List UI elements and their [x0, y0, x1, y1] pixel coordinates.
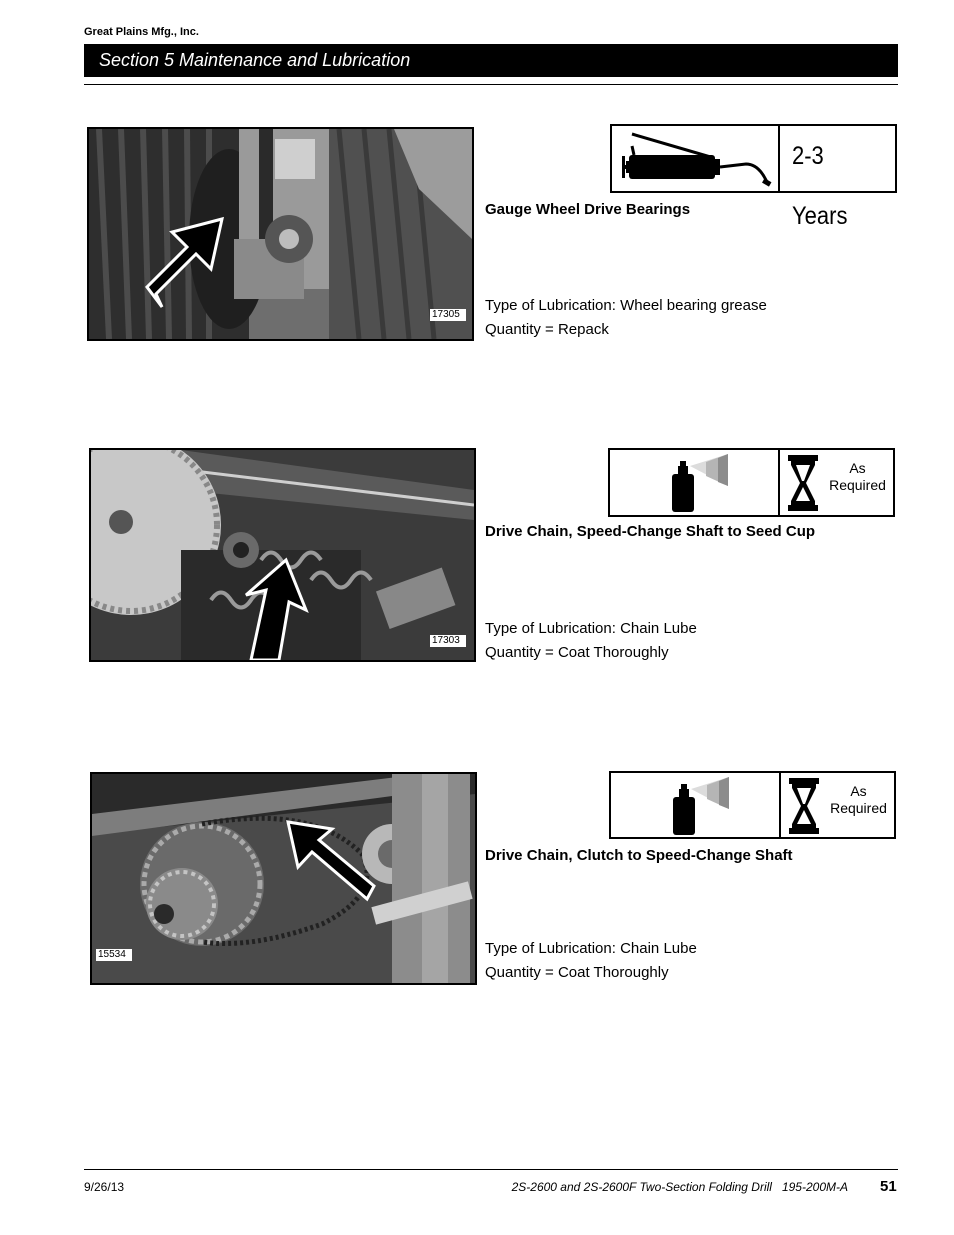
lube-quantity: Quantity = Repack [485, 321, 609, 338]
item-title: Drive Chain, Speed-Change Shaft to Seed Cup [485, 523, 816, 540]
lube-interval-box [608, 448, 895, 517]
figure-number: 17305 [430, 309, 466, 321]
interval-required: Required [830, 800, 887, 816]
lube-type: Type of Lubrication: Chain Lube [485, 940, 697, 957]
seed-cup-chain-photo [89, 448, 476, 662]
lube-quantity: Quantity = Coat Thoroughly [485, 964, 669, 981]
section-title-bar [84, 44, 898, 77]
clutch-chain-photo [90, 772, 477, 985]
interval-as: As [850, 783, 867, 799]
gauge-wheel-photo [87, 127, 474, 341]
lube-interval-box [610, 124, 897, 230]
spray-can-icon [668, 452, 748, 514]
interval-as: As [849, 460, 866, 476]
lube-interval: 2-3 Years [792, 142, 848, 230]
section-title: Section 5 Maintenance and Lubrication [99, 50, 411, 70]
page-number: 51 [880, 1178, 897, 1195]
hourglass-icon [789, 778, 819, 834]
lube-type: Type of Lubrication: Chain Lube [485, 620, 697, 637]
spray-can-icon [669, 775, 749, 837]
interval-required: Required [829, 477, 886, 493]
grease-gun-icon [618, 128, 778, 190]
hourglass-icon [788, 455, 818, 511]
figure-number: 17303 [430, 635, 466, 647]
item-title: Gauge Wheel Drive Bearings [485, 201, 691, 218]
lube-interval-box [609, 771, 896, 839]
footer-document-title: 2S-2600 and 2S-2600F Two-Section Folding Drill 195-200M-A [511, 1180, 848, 1194]
footer-divider [84, 1169, 898, 1170]
item-title: Drive Chain, Clutch to Speed-Change Shaft [485, 847, 793, 864]
footer-date: 9/26/13 [84, 1180, 125, 1194]
lube-type: Type of Lubrication: Wheel bearing grease [485, 297, 767, 314]
lube-quantity: Quantity = Coat Thoroughly [485, 644, 669, 661]
header-divider [84, 84, 898, 85]
company-name: Great Plains Mfg., Inc. [84, 26, 199, 38]
figure-number: 15534 [96, 949, 132, 961]
